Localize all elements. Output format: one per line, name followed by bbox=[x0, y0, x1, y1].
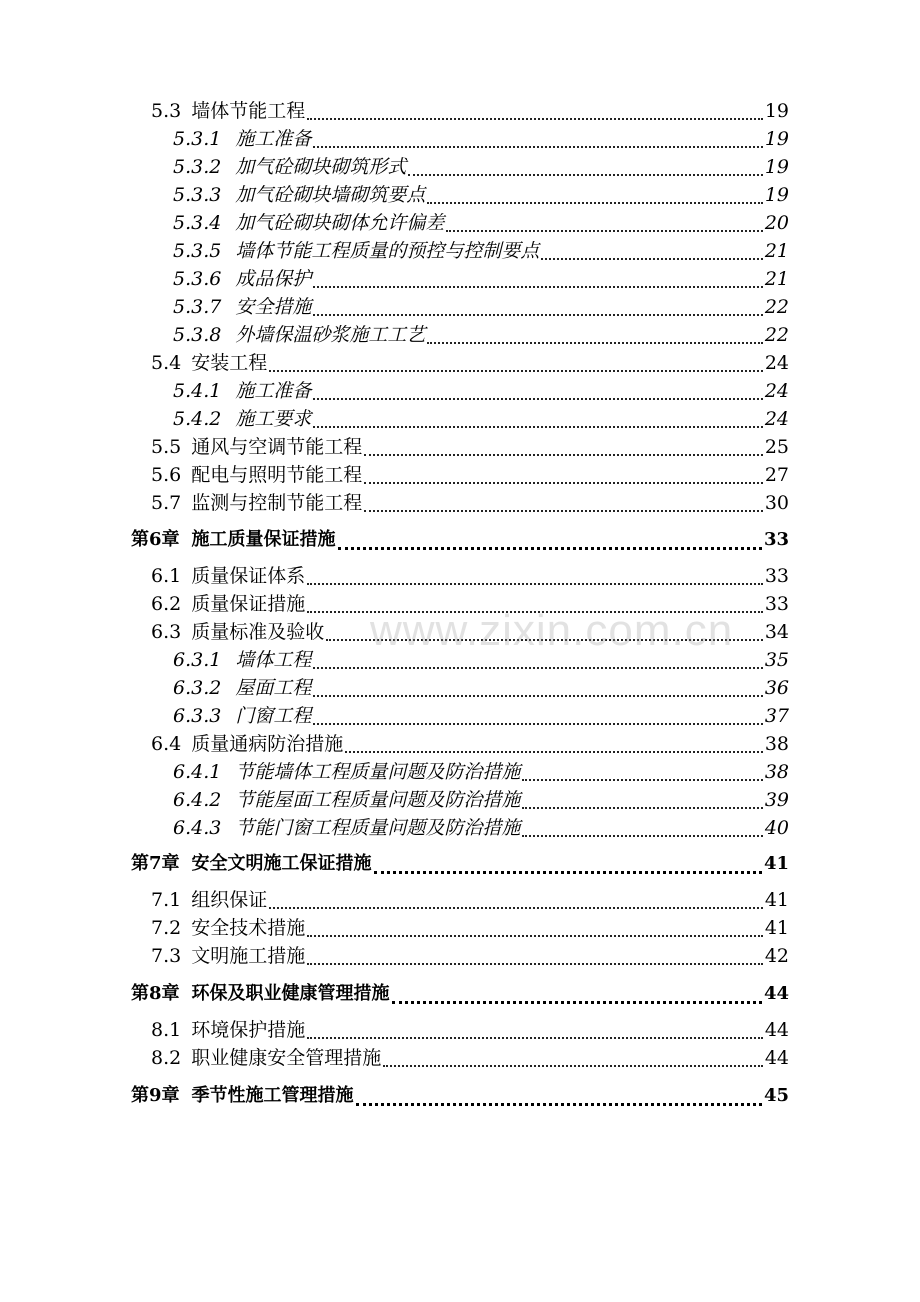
toc-entry-6-4-1[interactable] bbox=[173, 759, 789, 785]
toc-number: 6.3.3 bbox=[173, 705, 222, 727]
toc-entry-5-7[interactable] bbox=[151, 490, 789, 516]
dot-leader bbox=[383, 1052, 763, 1071]
toc-page-number: 25 bbox=[764, 436, 789, 458]
dot-leader bbox=[522, 766, 762, 785]
toc-page-number: 20 bbox=[764, 212, 789, 234]
dot-leader bbox=[307, 1024, 763, 1043]
dot-leader bbox=[392, 988, 762, 1007]
toc-entry-7-1[interactable] bbox=[151, 887, 789, 913]
toc-title: 施工要求 bbox=[235, 408, 312, 430]
toc-number: 6.1 bbox=[151, 565, 182, 587]
toc-number: 5.4 bbox=[151, 352, 182, 374]
toc-number: 5.5 bbox=[151, 436, 182, 458]
toc-page-number: 39 bbox=[764, 789, 789, 811]
toc-number: 6.3.2 bbox=[173, 677, 222, 699]
dot-leader bbox=[307, 950, 763, 969]
toc-entry-5-3-7[interactable] bbox=[173, 294, 789, 320]
toc-entry-6-1[interactable] bbox=[151, 563, 789, 589]
toc-chapter-7[interactable] bbox=[131, 851, 789, 877]
toc-page-number: 33 bbox=[763, 529, 789, 550]
toc-entry-5-3-8[interactable] bbox=[173, 322, 789, 348]
dot-leader bbox=[338, 534, 762, 553]
toc-page-number: 21 bbox=[764, 240, 789, 262]
toc-page-number: 19 bbox=[764, 100, 789, 122]
toc-number: 第8章 bbox=[131, 983, 180, 1004]
dot-leader bbox=[269, 894, 763, 913]
toc-number: 7.3 bbox=[151, 945, 182, 967]
toc-number: 第7章 bbox=[131, 853, 180, 874]
dot-leader bbox=[374, 858, 762, 877]
toc-number: 5.6 bbox=[151, 464, 182, 486]
toc-entry-8-1[interactable] bbox=[151, 1017, 789, 1043]
toc-title: 质量保证体系 bbox=[191, 565, 306, 587]
dot-leader bbox=[313, 682, 762, 701]
toc-title: 安全文明施工保证措施 bbox=[191, 853, 372, 874]
toc-page-number: 24 bbox=[764, 352, 789, 374]
toc-number: 6.4.1 bbox=[173, 761, 222, 783]
toc-title: 安全技术措施 bbox=[191, 917, 306, 939]
dot-leader bbox=[427, 329, 762, 348]
toc-number: 5.7 bbox=[151, 492, 182, 514]
toc-number: 第6章 bbox=[131, 529, 180, 550]
toc-page-number: 40 bbox=[764, 817, 789, 839]
toc-title: 职业健康安全管理措施 bbox=[191, 1047, 382, 1069]
toc-entry-6-3-3[interactable] bbox=[173, 703, 789, 729]
toc-entry-5-3-2[interactable] bbox=[173, 154, 789, 180]
toc-page-number: 44 bbox=[764, 1047, 789, 1069]
toc-title: 环保及职业健康管理措施 bbox=[191, 983, 390, 1004]
toc-number: 5.3.8 bbox=[173, 324, 222, 346]
toc-number: 5.3 bbox=[151, 100, 182, 122]
toc-entry-6-4-2[interactable] bbox=[173, 787, 789, 813]
toc-page-number: 19 bbox=[764, 128, 789, 150]
toc-title: 文明施工措施 bbox=[191, 945, 306, 967]
toc-entry-5-3[interactable] bbox=[151, 98, 789, 124]
toc-page-number: 34 bbox=[764, 621, 789, 643]
dot-leader bbox=[522, 794, 762, 813]
dot-leader bbox=[364, 441, 763, 460]
toc-title: 节能墙体工程质量问题及防治措施 bbox=[235, 761, 521, 783]
toc-title: 质量通病防治措施 bbox=[191, 733, 344, 755]
toc-title: 节能门窗工程质量问题及防治措施 bbox=[235, 817, 521, 839]
toc-title: 加气砼砌块墙砌筑要点 bbox=[235, 184, 426, 206]
dot-leader bbox=[364, 469, 763, 488]
dot-leader bbox=[307, 922, 763, 941]
toc-title: 墙体工程 bbox=[235, 649, 312, 671]
toc-title: 安全措施 bbox=[235, 296, 312, 318]
toc-entry-5-6[interactable] bbox=[151, 462, 789, 488]
toc-title: 加气砼砌块砌体允许偏差 bbox=[235, 212, 445, 234]
toc-page-number: 38 bbox=[764, 733, 789, 755]
toc-page-number: 41 bbox=[764, 889, 789, 911]
dot-leader bbox=[313, 413, 762, 432]
toc-entry-7-3[interactable] bbox=[151, 943, 789, 969]
dot-leader bbox=[522, 822, 762, 841]
toc-number: 8.2 bbox=[151, 1047, 182, 1069]
dot-leader bbox=[313, 133, 762, 152]
toc-title: 外墙保温砂浆施工工艺 bbox=[235, 324, 426, 346]
toc-entry-5-4-2[interactable] bbox=[173, 406, 789, 432]
dot-leader bbox=[541, 245, 762, 264]
toc-number: 第9章 bbox=[131, 1085, 180, 1106]
toc-entry-6-4-3[interactable] bbox=[173, 815, 789, 841]
toc-page-number: 41 bbox=[764, 917, 789, 939]
toc-number: 6.2 bbox=[151, 593, 182, 615]
toc-chapter-9[interactable] bbox=[131, 1083, 789, 1109]
toc-entry-5-3-4[interactable] bbox=[173, 210, 789, 236]
toc-entry-8-2[interactable] bbox=[151, 1045, 789, 1071]
dot-leader bbox=[313, 385, 762, 404]
toc-number: 7.2 bbox=[151, 917, 182, 939]
toc-page-number: 21 bbox=[764, 268, 789, 290]
toc-page-number: 45 bbox=[763, 1085, 789, 1106]
toc-number: 6.4 bbox=[151, 733, 182, 755]
toc-title: 施工准备 bbox=[235, 380, 312, 402]
toc-page-number: 22 bbox=[764, 296, 789, 318]
toc-entry-5-3-1[interactable] bbox=[173, 126, 789, 152]
toc-number: 8.1 bbox=[151, 1019, 182, 1041]
toc-number: 5.4.1 bbox=[173, 380, 222, 402]
toc-page-number: 22 bbox=[764, 324, 789, 346]
toc-entry-5-4[interactable] bbox=[151, 350, 789, 376]
dot-leader bbox=[408, 161, 762, 180]
toc-title: 施工准备 bbox=[235, 128, 312, 150]
toc-entry-5-3-6[interactable] bbox=[173, 266, 789, 292]
dot-leader bbox=[427, 189, 762, 208]
toc-page-number: 42 bbox=[764, 945, 789, 967]
toc-title: 环境保护措施 bbox=[191, 1019, 306, 1041]
toc-page-number: 36 bbox=[764, 677, 789, 699]
watermark: www.zixin.com.cn bbox=[370, 606, 734, 655]
toc-number: 6.3.1 bbox=[173, 649, 222, 671]
toc-title: 门窗工程 bbox=[235, 705, 312, 727]
toc-page-number: 35 bbox=[764, 649, 789, 671]
dot-leader bbox=[313, 654, 762, 673]
toc-page-number: 44 bbox=[764, 1019, 789, 1041]
dot-leader bbox=[313, 710, 762, 729]
toc-title: 安装工程 bbox=[191, 352, 268, 374]
toc-entry-5-3-3[interactable] bbox=[173, 182, 789, 208]
toc-chapter-8[interactable] bbox=[131, 981, 789, 1007]
toc-title: 组织保证 bbox=[191, 889, 268, 911]
toc-title: 施工质量保证措施 bbox=[191, 529, 336, 550]
dot-leader bbox=[307, 570, 763, 589]
toc-title: 成品保护 bbox=[235, 268, 312, 290]
toc-number: 5.3.3 bbox=[173, 184, 222, 206]
toc-entry-5-3-5[interactable] bbox=[173, 238, 789, 264]
toc-number: 5.3.5 bbox=[173, 240, 222, 262]
toc-entry-5-4-1[interactable] bbox=[173, 378, 789, 404]
toc-number: 5.3.4 bbox=[173, 212, 222, 234]
dot-leader bbox=[345, 738, 763, 757]
toc-title: 配电与照明节能工程 bbox=[191, 464, 363, 486]
toc-title: 加气砼砌块砌筑形式 bbox=[235, 156, 407, 178]
toc-entry-7-2[interactable] bbox=[151, 915, 789, 941]
toc-page-number: 19 bbox=[764, 184, 789, 206]
toc-number: 5.3.1 bbox=[173, 128, 222, 150]
toc-entry-5-5[interactable] bbox=[151, 434, 789, 460]
toc-page-number: 41 bbox=[763, 853, 789, 874]
toc-title: 墙体节能工程 bbox=[191, 100, 306, 122]
toc-number: 6.4.3 bbox=[173, 817, 222, 839]
toc-page-number: 37 bbox=[764, 705, 789, 727]
toc-title: 通风与空调节能工程 bbox=[191, 436, 363, 458]
toc-title: 屋面工程 bbox=[235, 677, 312, 699]
dot-leader bbox=[307, 105, 763, 124]
toc-title: 墙体节能工程质量的预控与控制要点 bbox=[235, 240, 540, 262]
toc-page-number: 30 bbox=[764, 492, 789, 514]
toc-number: 6.3 bbox=[151, 621, 182, 643]
dot-leader bbox=[313, 273, 762, 292]
toc-title: 质量标准及验收 bbox=[191, 621, 325, 643]
toc-page-number: 33 bbox=[764, 593, 789, 615]
dot-leader bbox=[356, 1090, 762, 1109]
toc-page-number: 24 bbox=[764, 380, 789, 402]
toc-title: 季节性施工管理措施 bbox=[191, 1085, 354, 1106]
toc-chapter-6[interactable] bbox=[131, 527, 789, 553]
toc-title: 节能屋面工程质量问题及防治措施 bbox=[235, 789, 521, 811]
toc-number: 7.1 bbox=[151, 889, 182, 911]
toc-title: 监测与控制节能工程 bbox=[191, 492, 363, 514]
toc-number: 5.4.2 bbox=[173, 408, 222, 430]
dot-leader bbox=[269, 357, 763, 376]
toc-page-number: 19 bbox=[764, 156, 789, 178]
toc-number: 5.3.6 bbox=[173, 268, 222, 290]
toc-number: 5.3.2 bbox=[173, 156, 222, 178]
toc-page-number: 24 bbox=[764, 408, 789, 430]
toc-entry-6-4[interactable] bbox=[151, 731, 789, 757]
toc-page-number: 44 bbox=[763, 983, 789, 1004]
toc-page-number: 38 bbox=[764, 761, 789, 783]
toc-page-number: 27 bbox=[764, 464, 789, 486]
toc-entry-6-3-2[interactable] bbox=[173, 675, 789, 701]
dot-leader bbox=[313, 301, 762, 320]
toc-title: 质量保证措施 bbox=[191, 593, 306, 615]
toc-page-number: 33 bbox=[764, 565, 789, 587]
toc-number: 6.4.2 bbox=[173, 789, 222, 811]
dot-leader bbox=[364, 497, 763, 516]
dot-leader bbox=[446, 217, 762, 236]
toc-number: 5.3.7 bbox=[173, 296, 222, 318]
